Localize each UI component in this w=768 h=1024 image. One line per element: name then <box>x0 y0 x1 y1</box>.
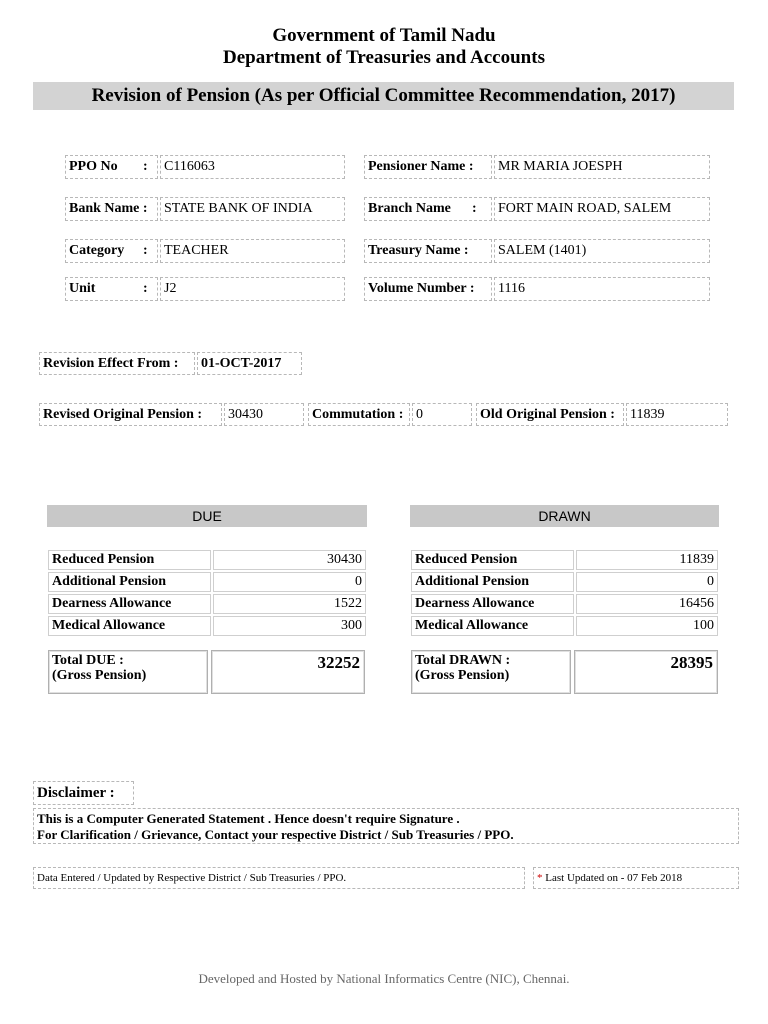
bank-name-label: Bank Name : <box>65 197 158 221</box>
table-row <box>48 550 366 570</box>
revision-effect-label: Revision Effect From : <box>39 352 195 375</box>
drawn-row-label: Additional Pension <box>411 572 574 592</box>
due-total-value: 32252 <box>211 650 365 694</box>
category-value: TEACHER <box>160 239 345 263</box>
unit-value: J2 <box>160 277 345 301</box>
drawn-row-label: Medical Allowance <box>411 616 574 636</box>
old-original-pension-label: Old Original Pension : <box>476 403 624 426</box>
volume-number-value: 1116 <box>494 277 710 301</box>
revised-original-pension-label: Revised Original Pension : <box>39 403 222 426</box>
asterisk-marker: * <box>537 872 543 884</box>
due-heading: DUE <box>47 505 367 527</box>
drawn-total-value: 28395 <box>574 650 718 694</box>
revision-effect-value: 01-OCT-2017 <box>197 352 302 375</box>
unit-colon: : <box>143 281 148 296</box>
footer-credit: Developed and Hosted by National Informatics Centre (NIC), Chennai. <box>198 971 570 986</box>
ppo-label: PPO No <box>69 159 118 174</box>
last-updated-box <box>533 867 739 889</box>
commutation-label: Commutation : <box>308 403 410 426</box>
table-row <box>411 594 718 614</box>
unit-label-box <box>65 277 158 301</box>
due-total-label-box <box>48 650 208 694</box>
unit-label: Unit <box>69 281 96 296</box>
due-row-value: 0 <box>213 572 366 592</box>
category-label: Category <box>69 243 125 258</box>
drawn-total-label: Total DRAWN : <box>415 653 511 668</box>
due-total-sublabel: (Gross Pension) <box>52 668 147 683</box>
table-row <box>411 616 718 636</box>
due-row-label: Reduced Pension <box>48 550 211 570</box>
table-row <box>48 572 366 592</box>
drawn-row-value: 11839 <box>576 550 718 570</box>
branch-name-label: Branch Name <box>368 201 451 216</box>
drawn-table <box>409 548 720 638</box>
treasury-name-value: SALEM (1401) <box>494 239 710 263</box>
disclaimer-line: For Clarification / Grievance, Contact your respective District / Sub Treasuries / PPO. <box>37 827 514 842</box>
volume-number-label: Volume Number : <box>364 277 492 301</box>
table-row <box>411 572 718 592</box>
disclaimer-text <box>33 808 739 844</box>
drawn-total-label-box <box>411 650 571 694</box>
old-original-pension-value: 11839 <box>626 403 728 426</box>
ppo-colon: : <box>143 159 148 174</box>
disclaimer-title: Disclaimer : <box>33 781 134 805</box>
branch-name-label-box <box>364 197 492 221</box>
category-colon: : <box>143 243 148 258</box>
due-row-value: 30430 <box>213 550 366 570</box>
drawn-row-value: 0 <box>576 572 718 592</box>
drawn-row-value: 100 <box>576 616 718 636</box>
table-row <box>48 594 366 614</box>
drawn-row-label: Dearness Allowance <box>411 594 574 614</box>
pensioner-name-value: MR MARIA JOESPH <box>494 155 710 179</box>
drawn-row-label: Reduced Pension <box>411 550 574 570</box>
drawn-row-value: 16456 <box>576 594 718 614</box>
due-row-value: 1522 <box>213 594 366 614</box>
revised-original-pension-value: 30430 <box>224 403 304 426</box>
treasury-name-label: Treasury Name : <box>364 239 492 263</box>
branch-colon: : <box>472 201 477 216</box>
data-entered-note: Data Entered / Updated by Respective District / Sub Treasuries / PPO. <box>33 867 525 889</box>
due-row-label: Medical Allowance <box>48 616 211 636</box>
ppo-value: C116063 <box>160 155 345 179</box>
header-title: Government of Tamil Nadu <box>272 25 496 46</box>
table-row <box>48 616 366 636</box>
branch-name-value: FORT MAIN ROAD, SALEM <box>494 197 710 221</box>
due-table <box>46 548 368 638</box>
due-row-label: Additional Pension <box>48 572 211 592</box>
disclaimer-line: This is a Computer Generated Statement . Hence doesn't require Signature . <box>37 811 460 826</box>
commutation-value: 0 <box>412 403 472 426</box>
ppo-label-box <box>65 155 158 179</box>
pensioner-name-label: Pensioner Name : <box>364 155 492 179</box>
last-updated-text: Last Updated on - 07 Feb 2018 <box>545 872 683 884</box>
due-row-value: 300 <box>213 616 366 636</box>
table-row <box>411 550 718 570</box>
due-row-label: Dearness Allowance <box>48 594 211 614</box>
bank-name-value: STATE BANK OF INDIA <box>160 197 345 221</box>
drawn-heading: DRAWN <box>410 505 719 527</box>
category-label-box <box>65 239 158 263</box>
header-subtitle: Department of Treasuries and Accounts <box>223 47 545 68</box>
due-total-label: Total DUE : <box>52 653 124 668</box>
page-title-banner: Revision of Pension (As per Official Committee Recommendation, 2017) <box>33 82 734 110</box>
drawn-total-sublabel: (Gross Pension) <box>415 668 510 683</box>
